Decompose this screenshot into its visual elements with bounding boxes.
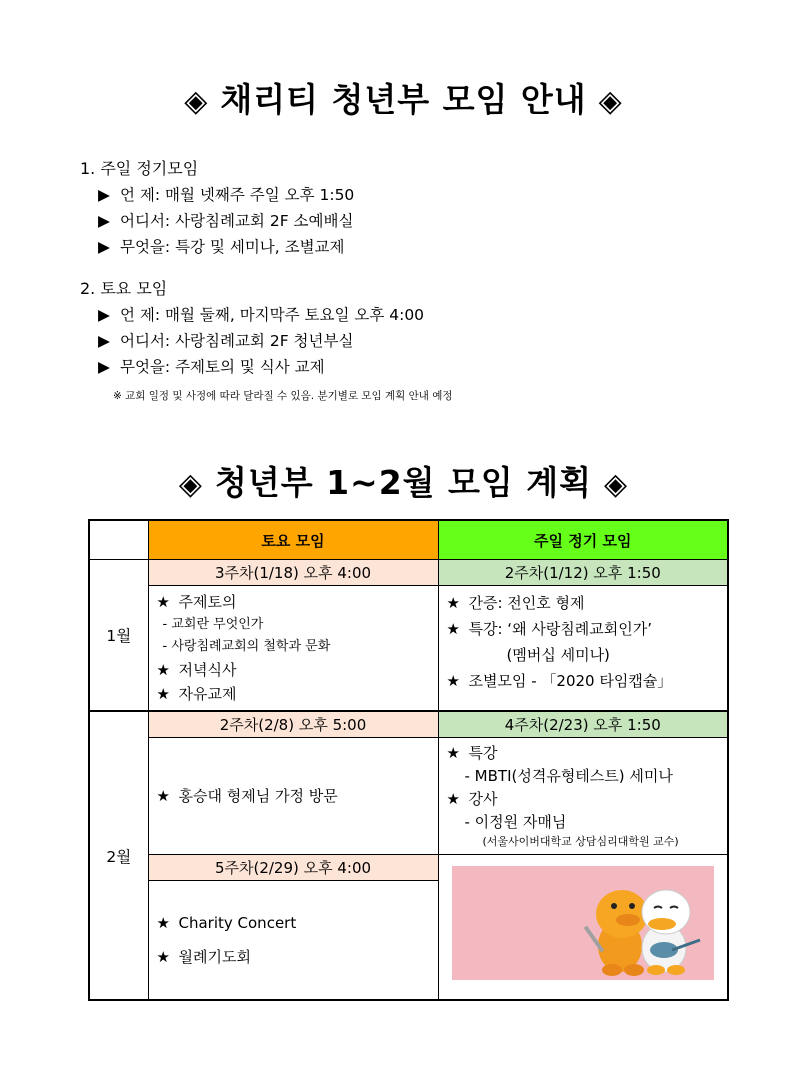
- diamond-icon: ◈: [184, 84, 209, 119]
- star-icon: ★: [156, 914, 170, 932]
- list-item: ▶ 언 제: 매월 넷째주 주일 오후 1:50: [80, 182, 354, 208]
- month-feb: 2월: [89, 711, 148, 1000]
- star-icon: ★: [156, 685, 170, 703]
- list-item: ★ 자유교제: [157, 682, 430, 706]
- table-header-row: [89, 520, 728, 560]
- list-item: ★ 특강: [447, 742, 720, 765]
- list-item: - 이정원 자매님: [464, 813, 567, 831]
- star-icon: ★: [446, 620, 460, 638]
- star-icon: ★: [156, 593, 170, 611]
- star-icon: ★: [446, 790, 460, 808]
- plan-title: ◈ 청년부 1~2월 모임 계획 ◈: [178, 463, 629, 502]
- note-text: ※ 교회 일정 및 사정에 따라 달라질 수 있음. 분기별로 모임 계획 안내 예정: [113, 390, 453, 402]
- list-item: ▶ 무엇을: 특강 및 세미나, 조별교제: [80, 234, 354, 260]
- main-title: ◈ 채리티 청년부 모임 안내 ◈: [184, 80, 623, 119]
- sat-date: 5주차(2/29) 오후 4:00: [148, 855, 438, 881]
- sat-date: 3주차(1/18) 오후 4:00: [148, 560, 438, 586]
- table-row: [89, 711, 728, 738]
- diamond-icon: ◈: [598, 84, 623, 119]
- list-item: ★ 강사: [447, 788, 720, 811]
- list-item: (멤버십 세미나): [506, 646, 610, 664]
- section-saturday: [80, 276, 424, 380]
- corner-cell: [89, 520, 148, 560]
- diamond-icon: ◈: [604, 467, 629, 502]
- star-icon: ★: [446, 594, 460, 612]
- month-jan: 1월: [89, 560, 148, 712]
- table-row: [89, 560, 728, 586]
- feb-sat-content: [148, 738, 438, 855]
- sat-header: 토요 모임: [148, 520, 438, 560]
- star-icon: ★: [156, 787, 170, 805]
- star-icon: ★: [156, 948, 170, 966]
- star-icon: ★: [156, 661, 170, 679]
- section-heading: 1. 주일 정기모임: [80, 159, 199, 178]
- duck-character-icon: [452, 866, 714, 980]
- section-sunday: [80, 156, 354, 260]
- image-cell: [438, 855, 728, 1001]
- list-item: ▶ 언 제: 매월 둘째, 마지막주 토요일 오후 4:00: [80, 302, 424, 328]
- jan-sat-content: [148, 586, 438, 712]
- list-item: (서울사이버대학교 상담심리대학원 교수): [482, 835, 679, 848]
- list-item: - MBTI(성격유형테스트) 세미나: [464, 767, 673, 785]
- list-item: ★ 월례기도회: [157, 940, 430, 974]
- list-item: ★ 간증: 전인호 형제: [447, 590, 720, 616]
- list-item: - 교회란 무엇인가: [162, 617, 264, 632]
- star-icon: ★: [446, 672, 460, 690]
- character-illustration: [452, 866, 714, 980]
- list-item: ▶ 무엇을: 주제토의 및 식사 교제: [80, 354, 424, 380]
- arrow-icon: ▶: [98, 332, 110, 350]
- list-item: ▶ 어디서: 사랑침례교회 2F 청년부실: [80, 328, 424, 354]
- list-item: - 사랑침례교회의 철학과 문화: [162, 639, 331, 654]
- jan-sun-content: [438, 586, 728, 712]
- table-row: [89, 586, 728, 712]
- list-item: ★ 주제토의: [157, 590, 430, 614]
- list-item: ▶ 어디서: 사랑침례교회 2F 소예배실: [80, 208, 354, 234]
- sun-date: 2주차(1/12) 오후 1:50: [438, 560, 728, 586]
- arrow-icon: ▶: [98, 306, 110, 324]
- feb-sun-content: [438, 738, 728, 855]
- sun-header: 주일 정기 모임: [438, 520, 728, 560]
- diamond-icon: ◈: [178, 467, 203, 502]
- arrow-icon: ▶: [98, 186, 110, 204]
- list-item: ★ 저녁식사: [157, 658, 430, 682]
- table-row: [89, 855, 728, 881]
- list-item: ★ 홍승대 형제님 가정 방문: [157, 784, 430, 808]
- star-icon: ★: [446, 744, 460, 762]
- table-row: [89, 738, 728, 855]
- arrow-icon: ▶: [98, 358, 110, 376]
- list-item: ★ 특강: ‘왜 사랑침례교회인가’: [447, 616, 720, 642]
- list-item: ★ 조별모임 - 「2020 타임캡슐」: [447, 668, 720, 694]
- list-item: ★ Charity Concert: [157, 906, 430, 940]
- arrow-icon: ▶: [98, 238, 110, 256]
- arrow-icon: ▶: [98, 212, 110, 230]
- plan-table: [88, 519, 729, 1001]
- section-heading: 2. 토요 모임: [80, 279, 168, 298]
- sun-date: 4주차(2/23) 오후 1:50: [438, 711, 728, 738]
- feb-sat-content-2: [148, 881, 438, 1001]
- sat-date: 2주차(2/8) 오후 5:00: [148, 711, 438, 738]
